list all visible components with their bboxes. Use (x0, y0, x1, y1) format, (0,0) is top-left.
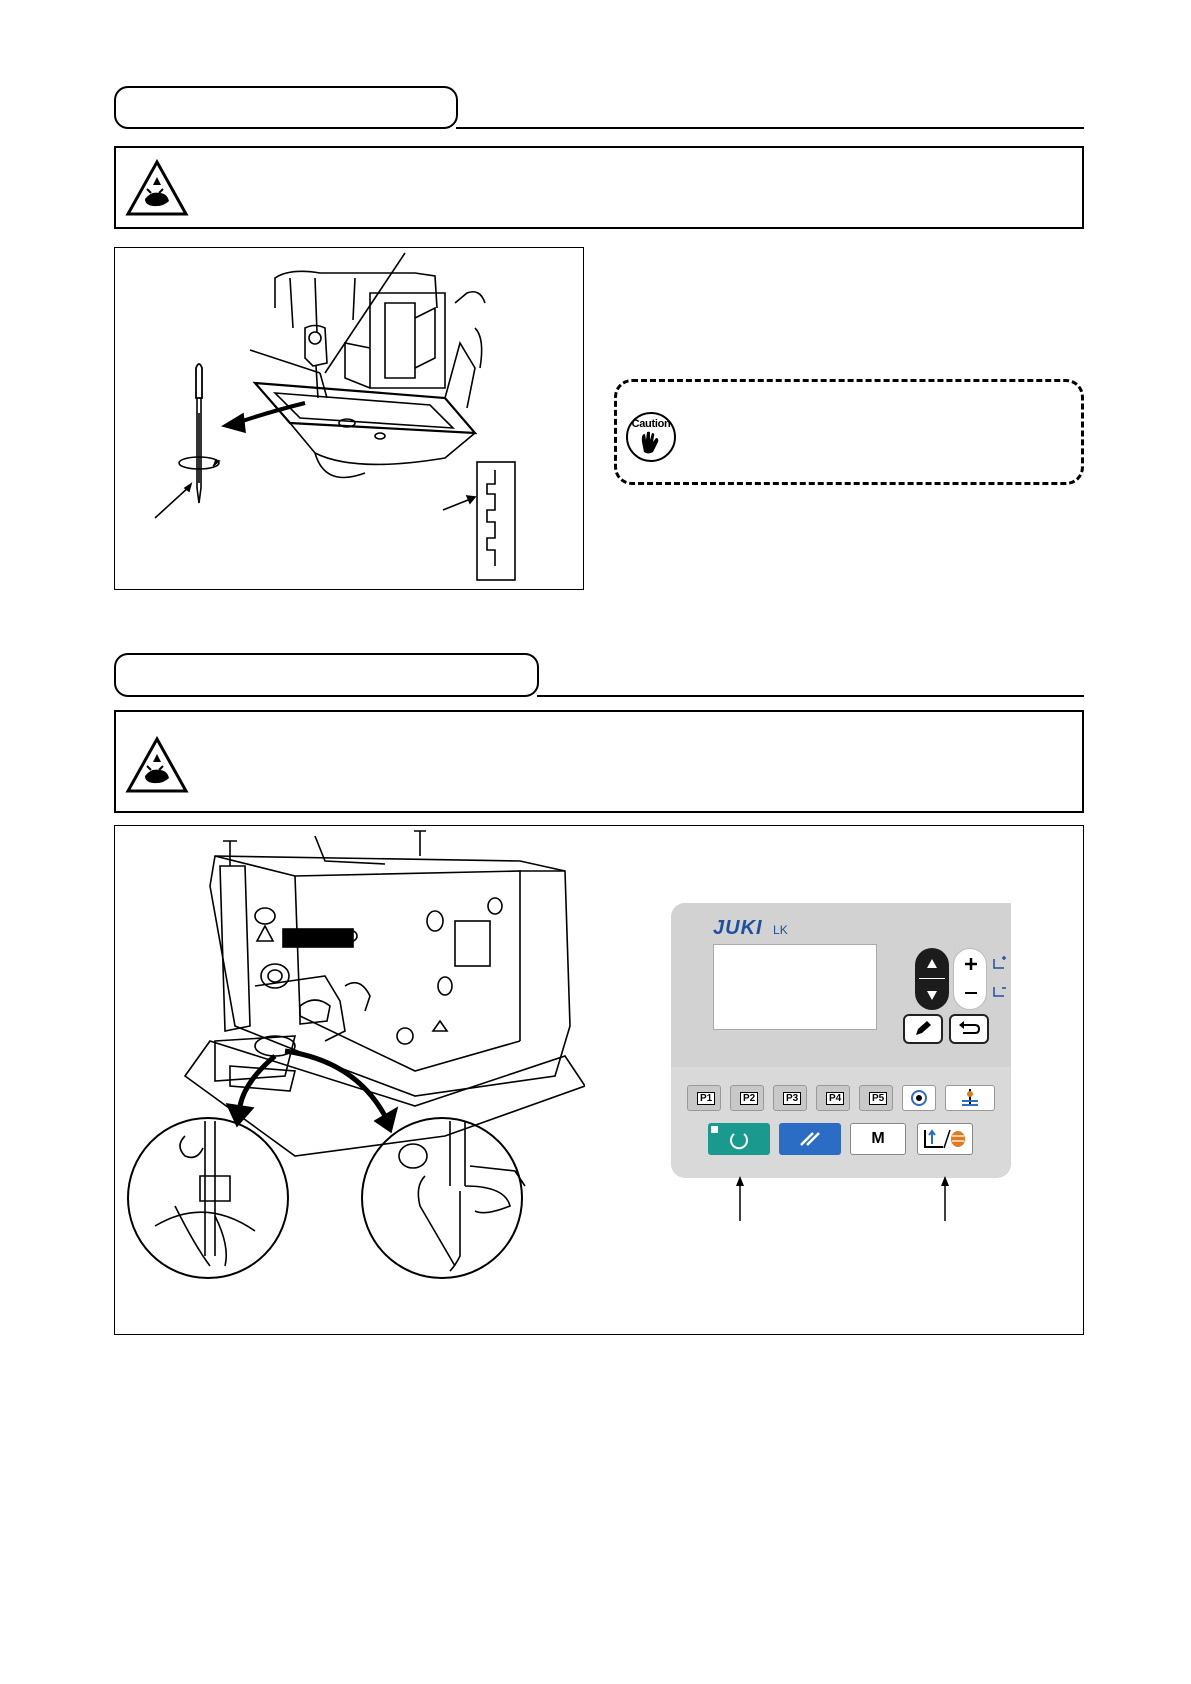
ready-led (711, 1126, 718, 1133)
panel-model: LK (773, 923, 788, 937)
up-arrow-icon (915, 950, 949, 980)
caution-badge-label: Caution (631, 418, 671, 430)
hand-crush-warning-icon (125, 736, 189, 794)
return-key[interactable] (949, 1014, 989, 1044)
minus-icon (954, 979, 988, 1009)
lcd-screen (713, 944, 877, 1030)
needle-replacement-illustration (115, 248, 585, 591)
thread-clamp-key[interactable] (902, 1085, 936, 1111)
pattern-key-3-label: P3 (783, 1092, 801, 1105)
pattern-key-5[interactable] (859, 1085, 893, 1111)
machine-threading-illustration (115, 826, 585, 1286)
plus-icon (954, 949, 988, 979)
section-rule-1 (456, 127, 1084, 129)
pattern-key-4[interactable] (816, 1085, 850, 1111)
pattern-key-1[interactable] (687, 1085, 721, 1111)
return-icon (951, 1016, 987, 1042)
pattern-key-2-label: P2 (740, 1092, 758, 1105)
panel-brand (713, 917, 788, 941)
pattern-key-2[interactable] (730, 1085, 764, 1111)
hand-crush-warning-icon (125, 159, 189, 217)
section-title-pill-1 (114, 86, 458, 129)
presser-thread-key[interactable] (917, 1123, 973, 1155)
figure-needle-replacement (114, 247, 584, 590)
warning-box-1 (114, 146, 1084, 229)
edit-icon (905, 1016, 941, 1042)
section-title-pill-2 (114, 653, 539, 697)
pattern-key-1-label: P1 (697, 1092, 715, 1105)
speed-down-indicator-icon (991, 983, 1009, 1001)
reset-key[interactable] (779, 1123, 841, 1155)
caution-callout (614, 379, 1084, 485)
figure-threading (114, 825, 1084, 1335)
thread-trim-icon (946, 1086, 994, 1110)
presser-thread-icon (918, 1124, 972, 1154)
thread-clamp-icon (903, 1086, 935, 1110)
mode-key[interactable] (850, 1123, 906, 1155)
pattern-key-3[interactable] (773, 1085, 807, 1111)
speed-up-indicator-icon (991, 955, 1009, 973)
mode-key-label: M (871, 1130, 885, 1147)
plus-minus-key[interactable] (953, 948, 987, 1010)
juki-logo: JUKI (713, 917, 763, 939)
up-down-key[interactable] (915, 948, 949, 1010)
reset-icon (779, 1123, 841, 1155)
pattern-key-5-label: P5 (869, 1092, 887, 1105)
caution-badge (626, 412, 676, 462)
section-rule-2 (537, 695, 1084, 697)
ready-key[interactable] (708, 1123, 770, 1155)
edit-key[interactable] (903, 1014, 943, 1044)
warning-box-2 (114, 710, 1084, 813)
hand-icon (636, 430, 666, 456)
thread-trim-key[interactable] (945, 1085, 995, 1111)
down-arrow-icon (915, 979, 949, 1009)
operation-panel (671, 903, 1011, 1178)
pattern-key-4-label: P4 (826, 1092, 844, 1105)
